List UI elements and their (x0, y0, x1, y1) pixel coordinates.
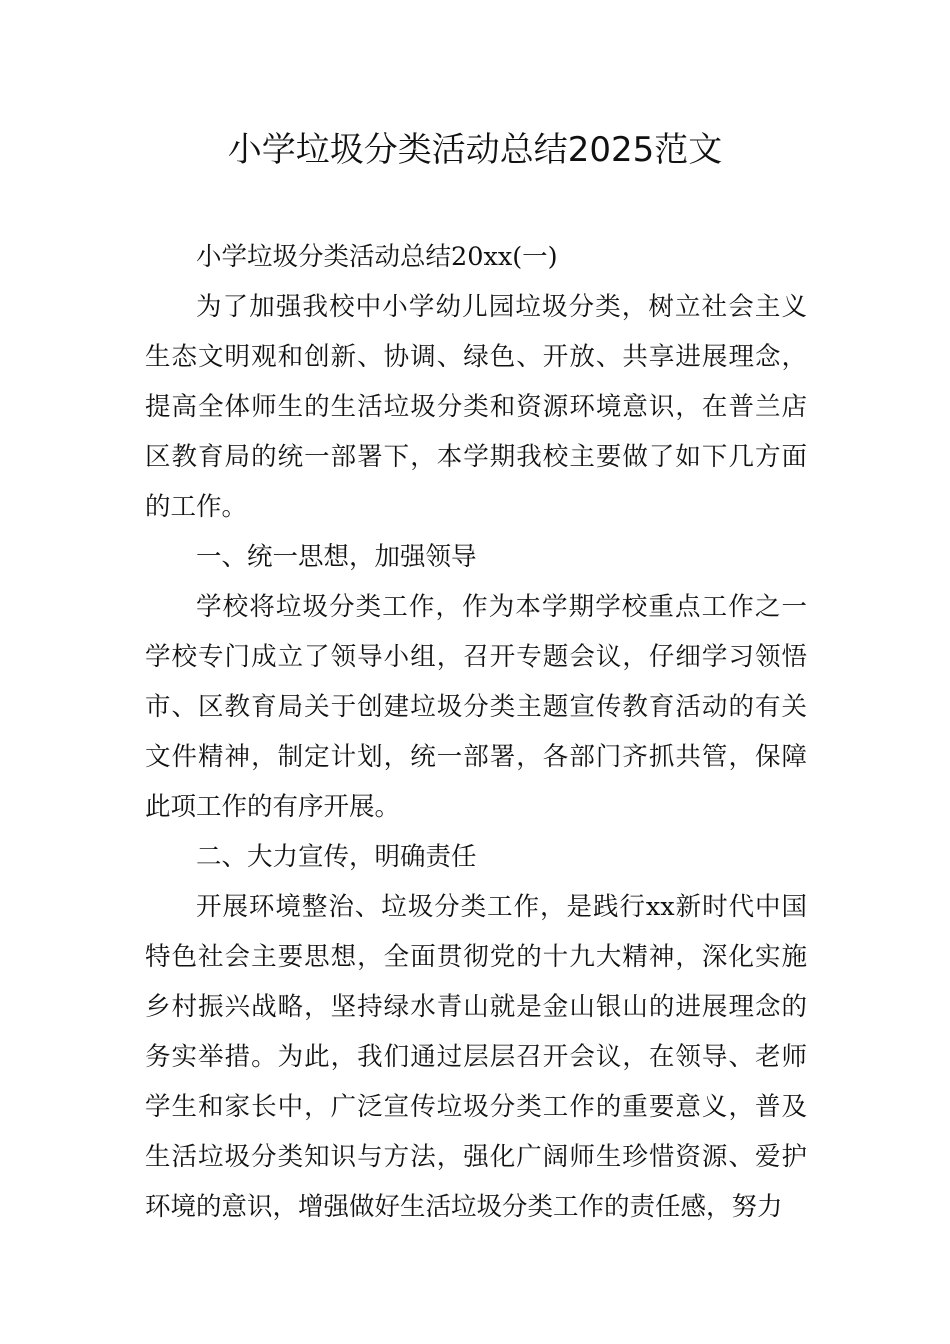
section-heading-2: 二、大力宣传，明确责任 (196, 842, 477, 872)
paragraph-section-2: 开展环境整治、垃圾分类工作，是践行xx新时代中国特色社会主要思想，全面贯彻党的十九大精神，深化实施乡村振兴战略，坚持绿水青山就是金山银山的进展理念的务实举措。为此，我们通过层层召开会议，在领导、老师学生和家长中，广泛宣传垃圾分类工作的重要意义，普及生活垃圾分类知识与方法，强化广阔师生珍惜资源、爱护环境的意识，增强做好生活垃圾分类工作的责任感，努力 (145, 892, 807, 1222)
paragraph-intro: 为了加强我校中小学幼儿园垃圾分类，树立社会主义生态文明观和创新、协调、绿色、开放、共享进展理念，提高全体师生的生活垃圾分类和资源环境意识，在普兰店区教育局的统一部署下，本学期我校主要做了如下几方面的工作。 (145, 292, 807, 522)
paragraph-subtitle: 小学垃圾分类活动总结20xx(一) (196, 242, 558, 272)
document-body (145, 232, 807, 1232)
document-title: 小学垃圾分类活动总结2025范文 (227, 130, 723, 170)
section-heading-1: 一、统一思想，加强领导 (196, 542, 477, 572)
paragraph-section-1: 学校将垃圾分类工作，作为本学期学校重点工作之一学校专门成立了领导小组，召开专题会议，仔细学习领悟市、区教育局关于创建垃圾分类主题宣传教育活动的有关文件精神，制定计划，统一部署，各部门齐抓共管，保障此项工作的有序开展。 (145, 592, 807, 822)
